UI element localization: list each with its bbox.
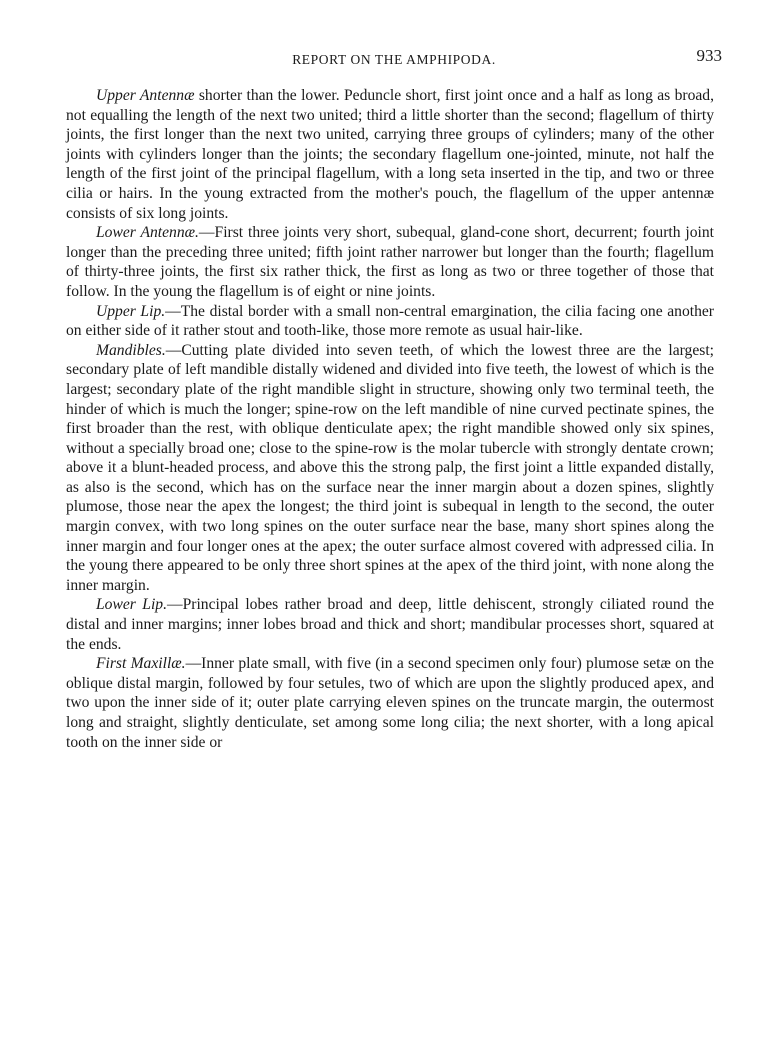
paragraph-text: —The distal border with a small non-central emargination, the cilia facing one another on either side of it rather stout and tooth-like, those more remote as usual hair-like. (66, 302, 714, 340)
paragraph-text: —Cutting plate divided into seven teeth, of which the lowest three are the largest; secondary plate of left mandible distally widened and divided into five teeth, the lowest of which is the largest; secondary plate of the right mandible slight in structure, showing only two terminal teeth, the hinder of which is much the longer; spine-row on the left mandible of nine curved pectinate spines, the first broader than the rest, with oblique denticulate apex; the right mandible showed only six spines, without a specially broad one; close to the spine-row is the molar tubercle with strongly dentate crown; above it a blunt-headed process, and above this the strong palp, the first joint a little expanded distally, as also is the second, which has on the surface near the inner margin about a dozen spines, slightly plumose, those near the apex the longest; the third joint is subequal in length to the second, the outer margin convex, with two long spines on the outer surface near the base, many short spines along the inner margin and four longer ones at the apex; the outer surface almost covered with adpressed cilia. In the young there appeared to be only three short spines at the apex of the third joint, with none along the inner margin. (66, 341, 714, 594)
paragraph-text: —First three joints very short, subequal, gland-cone short, decurrent; fourth joint longer than the preceding three united; fifth joint rather narrower but longer than the fourth; flagellum of thirty-three joints, the first six rather thick, the first as long as two or three together of those that follow. In the young the flagellum is of eight or nine joints. (66, 224, 714, 300)
running-head (66, 46, 722, 72)
paragraph-text: —Inner plate small, with five (in a second specimen only four) plumose setæ on the oblique distal margin, followed by four setules, two of which are upon the slightly produced apex, and two upon the inner side of it; outer plate carrying eleven spines on the truncate margin, the outermost long and straight, slightly denticulate, set among some long cilia; the next shorter, with a long apical tooth on the inner side or (66, 655, 714, 751)
paragraph-lower-antennae (66, 223, 714, 301)
paragraph-heading: Lower Antennæ. (96, 224, 199, 242)
paragraph-heading: Upper Antennæ (96, 87, 195, 104)
running-head-title: REPORT ON THE AMPHIPODA. (292, 52, 496, 67)
paragraph-heading: Lower Lip. (96, 596, 167, 614)
paragraph-first-maxillae (66, 654, 714, 752)
paragraph-lower-lip (66, 595, 714, 654)
paragraph-text: —Principal lobes rather broad and deep, little dehiscent, strongly ciliated round the distal and inner margins; inner lobes broad and thick and short; mandibular processes short, squared at the ends. (66, 596, 714, 653)
paragraph-mandibles (66, 341, 714, 596)
paragraph-text: shorter than the lower. Peduncle short, first joint once and a half as long as broad, not equalling the length of the next two united; third a little shorter than the second; flagellum of thirty joints, the first longer than the next two united, carrying three groups of cylinders; many of the other joints with cylinders longer than the joints; the secondary flagellum one-jointed, minute, not half the length of the first joint of the principal flagellum, with a long seta inserted in the tip, and two or three cilia or hairs. In the young extracted from the mother's pouch, the flagellum of the upper antennæ consists of six long joints. (66, 87, 714, 222)
body-text (66, 86, 714, 752)
paragraph-upper-lip (66, 302, 714, 341)
page-number: 933 (696, 46, 722, 65)
paragraph-upper-antennae (66, 86, 714, 223)
paragraph-heading: Mandibles. (96, 341, 166, 359)
paragraph-heading: Upper Lip. (96, 302, 166, 320)
paragraph-heading: First Maxillæ. (96, 655, 186, 673)
